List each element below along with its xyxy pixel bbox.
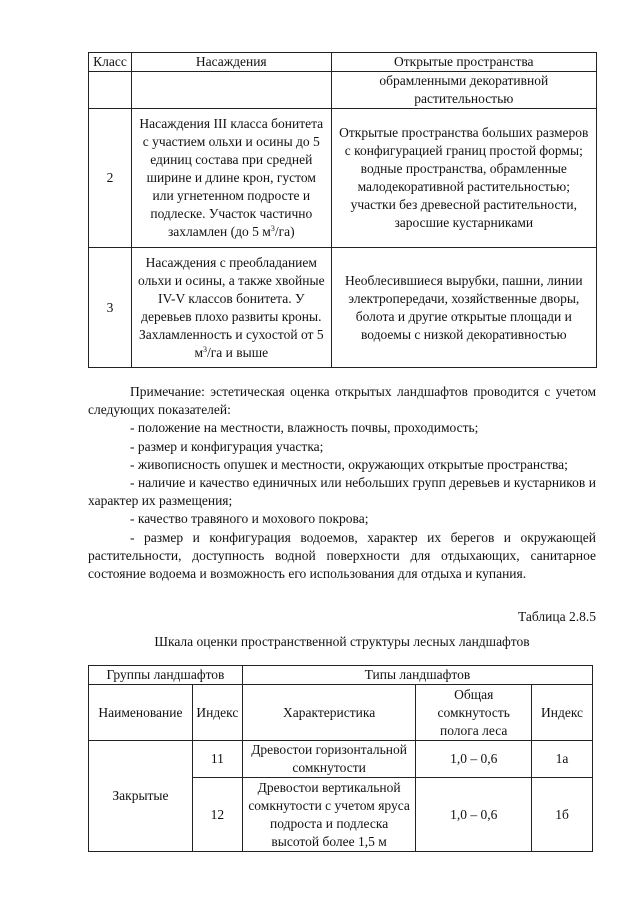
stands-tail: /га и выше (207, 344, 269, 360)
table-title: Шкала оценки пространственной структуры лесных ландшафтов (154, 634, 530, 649)
table-header-row (89, 666, 593, 685)
table-header-row (89, 685, 593, 741)
note-item: - размер и конфигурация участка; (130, 438, 324, 454)
stands-cell (131, 109, 331, 248)
superscript: 3 (270, 224, 275, 233)
table-row (89, 72, 597, 109)
index-cell: 12 (192, 778, 242, 852)
header-class: Класс (89, 53, 132, 72)
index2-cell: 1а (532, 741, 593, 778)
table-label: Таблица 2.8.5 (518, 609, 596, 624)
stands-cell (131, 72, 331, 109)
structure-table (88, 665, 593, 852)
stands-cell (131, 248, 331, 368)
note-item: - положение на местности, влажность почвы, проходимость; (130, 420, 479, 436)
open-cell: обрамленными декоративной растительностью (331, 72, 596, 109)
note-item: - качество травяного и мохового покрова; (130, 511, 369, 527)
note-intro: Примечание: эстетическая оценка открытых ландшафтов проводится с учетом следующих показателей: (88, 384, 596, 418)
header-stands: Насаждения (131, 53, 331, 72)
characteristic-cell: Древостои вертикальной сомкнутости с учетом яруса подроста и подлеска высотой более 1,5 м (242, 778, 415, 852)
table-row (89, 741, 593, 778)
stands-text: Насаждения с преобладанием ольхи и осины, а также хвойные IV-V классов бонитета. У деревьев плохо развиты кроны. Захламленность и сухостой от 5 м (138, 254, 325, 360)
table-header-row (89, 53, 597, 72)
open-cell: Необлесившиеся вырубки, пашни, линии электропередачи, хозяйственные дворы, болота и другие открытые площади и водоемы с низкой декоративностью (331, 248, 596, 368)
header-characteristic: Характеристика (242, 685, 415, 741)
class-cell (89, 72, 132, 109)
header-density: Общая сомкнутость полога леса (416, 685, 532, 741)
open-cell: Открытые пространства больших размеров с конфигурацией границ простой формы; водные пространства, обрамленные малодекоративной растительностью; участки без древесной растительности, заросшие кустарниками (331, 109, 596, 248)
header-name: Наименование (89, 685, 193, 741)
characteristic-cell: Древостои горизонтальной сомкнутости (242, 741, 415, 778)
header-index-2: Индекс (532, 685, 593, 741)
header-open-spaces: Открытые пространства (331, 53, 596, 72)
assessment-table (88, 52, 597, 368)
stands-tail: /га) (274, 224, 295, 239)
class-cell: 3 (89, 248, 132, 368)
index2-cell: 1б (532, 778, 593, 852)
superscript: 3 (203, 344, 207, 354)
class-cell: 2 (89, 109, 132, 248)
density-cell: 1,0 – 0,6 (416, 741, 532, 778)
header-index: Индекс (192, 685, 242, 741)
density-cell: 1,0 – 0,6 (416, 778, 532, 852)
group-name-cell: Закрытые (89, 741, 193, 852)
header-types: Типы ландшафтов (242, 666, 592, 685)
note-item: - живописность опушек и местности, окружающих открытые пространства; (130, 456, 568, 472)
header-groups: Группы ландшафтов (89, 666, 243, 685)
note-item: - наличие и качество единичных или небольших групп деревьев и кустарников и характер их размещения; (88, 475, 596, 509)
note-item: - размер и конфигурация водоемов, характер их берегов и окружающей растительности, доступность водной поверхности для отдыхающих, санитарное состояние водоема и возможность его использования для отдыха и купания. (88, 529, 596, 582)
table-row (89, 109, 597, 248)
index-cell: 11 (192, 741, 242, 778)
note-block (88, 383, 596, 583)
table-row (89, 248, 597, 368)
stands-text: Насаждения III класса бонитета с участием ольхи и осины до 5 единиц состава при средней ширине и длине крон, густом или угнетенном подросте и подлеске. Участок частично захламлен (до 5 м (139, 116, 324, 239)
